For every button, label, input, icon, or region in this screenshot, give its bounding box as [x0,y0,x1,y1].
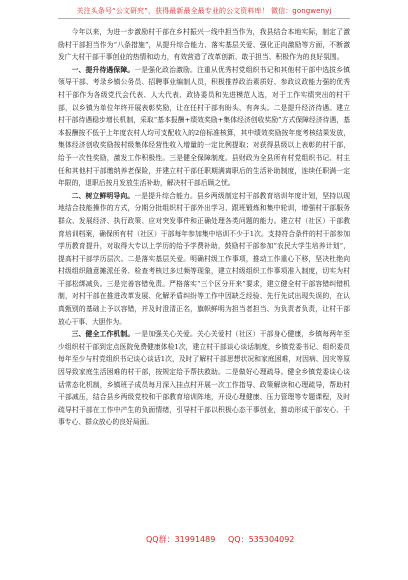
paragraph-body: 一是加强关心关爱。关心关爱村（社区）干部身心健康，乡镇每两年至少组织村干部到定点医院免费健康体检1次，建立村干部谈心谈话制度，乡镇党委书记、组织委员每年至少与村党组织书记谈心谈话1次，及时了解村干部思想状况和家庭困难，对因病、因灾等原因导致家庭生活困难的村干部，按规定给予帮扶救助。二是做好心理疏导。健全乡镇党委谈心谈话常态化机制，乡镇班子成员每月深入挂点村开展一次工作指导、政策解读和心理疏导，帮助村干部减压，结合县乡两级党校和干部教育培训阵地，开设心理健康、压力管理等专题课程，及时疏导村干部在工作中产生的负面情绪，引导村干部以积极心态干事创业，推动形成干部安心、干事专心、群众放心的良好局面。 [58,330,351,427]
promo-banner: 关注头条号“公文研究”，获得最新最全最专业的公文资料库！ 微信：gongwenyj [76,7,332,15]
qq-group-number: QQ群：31991489 [146,535,216,544]
section-paragraph-3 [58,328,350,429]
intro-paragraph [58,26,350,64]
document-body [58,26,350,429]
paragraph-body: 一是提升综合能力。县乡两级制定村干部教育培训年度计划，坚持以现地结合技能操作的方式，分期分批组织村干部外出学习、跟班锻炼和集中轮训，增强村干部服务群众、发展经济、执行政策、应对突发事件和正确处理各类问题的能力。建立村（社区）干部教育培训档案，确保所有村（社区）干部每年参加集中培训不少于1次。支持符合条件的村干部参加学历教育提升，对取得大专以上学历的给予学费补助，鼓励村干部参加“农民大学生培养计划”，提高村干部学历层次。二是落实基层关爱。明确村级工作事项，推动工作重心下移，坚决杜绝向村级组织随意摊派任务、检查考核过多过频等现象，建立村级组织工作事项准入制度，切实为村干部松绑减负。三是完善容错免责。严格落实“三个区分开来”要求，建立健全村干部容错纠错机制，对村干部在推进改革发展、化解矛盾纠纷等工作中因缺乏经验、先行先试出现失误的，在认真甄别的基础上予以容错，并及时澄清正名，旗帜鲜明为担当者担当、为负责者负责，让村干部放心干事、大胆作为。 [58,191,351,326]
qq-contact-number: QQ：535304092 [228,535,295,544]
paragraph-body: 今年以来，为进一步激励村干部在乡村振兴一线中担当作为，我县结合本地实际，制定了激励村干部担当作为“八条措施”，从提升综合能力、落实基层关爱、强化正向激励等方面，不断激发广大村干部干事创业的热情和动力，有效营造了改革创新、敢于担当、积极作为的良好氛围。 [58,28,350,62]
paragraph-body: 一是强化政治激励。注重从优秀村党组织书记和其他村干部中选拔乡镇领导干部、考录乡镇公务员、招聘事业编制人员，积极推荐政治素质好、参政议政能力强的优秀村干部作为各级党代会代表、人大代表、政协委员和先进模范人选，对于工作实绩突出的村干部，以乡镇为单位年终开展表彰奖励，让在任村干部有盼头、有奔头。二是提升经济待遇。建立村干部待遇稳步增长机制，采取“基本报酬+绩效奖励+集体经济创收奖励”方式保障经济待遇，基本报酬按不低于上年度农村人均可支配收入的2倍标准核算，其中绩效奖励按年度考核结果发放，集体经济创收奖励按村级集体经营性收入增量的一定比例提取；对获得县级以上表彰的村干部，给予一次性奖励，激发工作积极性。三是健全保障制度。县财政为全县所有村党组织书记、村主任和其他村干部缴纳养老保险，并建立村干部任职期满离职后的生活补助制度，连续任职满一定年限的，退职后按月发放生活补助，解决村干部后顾之忧。 [58,65,351,188]
section-heading-1: 一、提升待遇保障。 [71,65,135,74]
section-heading-2: 二、树立鲜明导向。 [71,191,135,200]
section-heading-3: 三、健全工作机制。 [71,330,135,339]
banner-divider [58,18,350,19]
section-paragraph-1 [58,64,350,190]
section-paragraph-2 [58,190,350,329]
